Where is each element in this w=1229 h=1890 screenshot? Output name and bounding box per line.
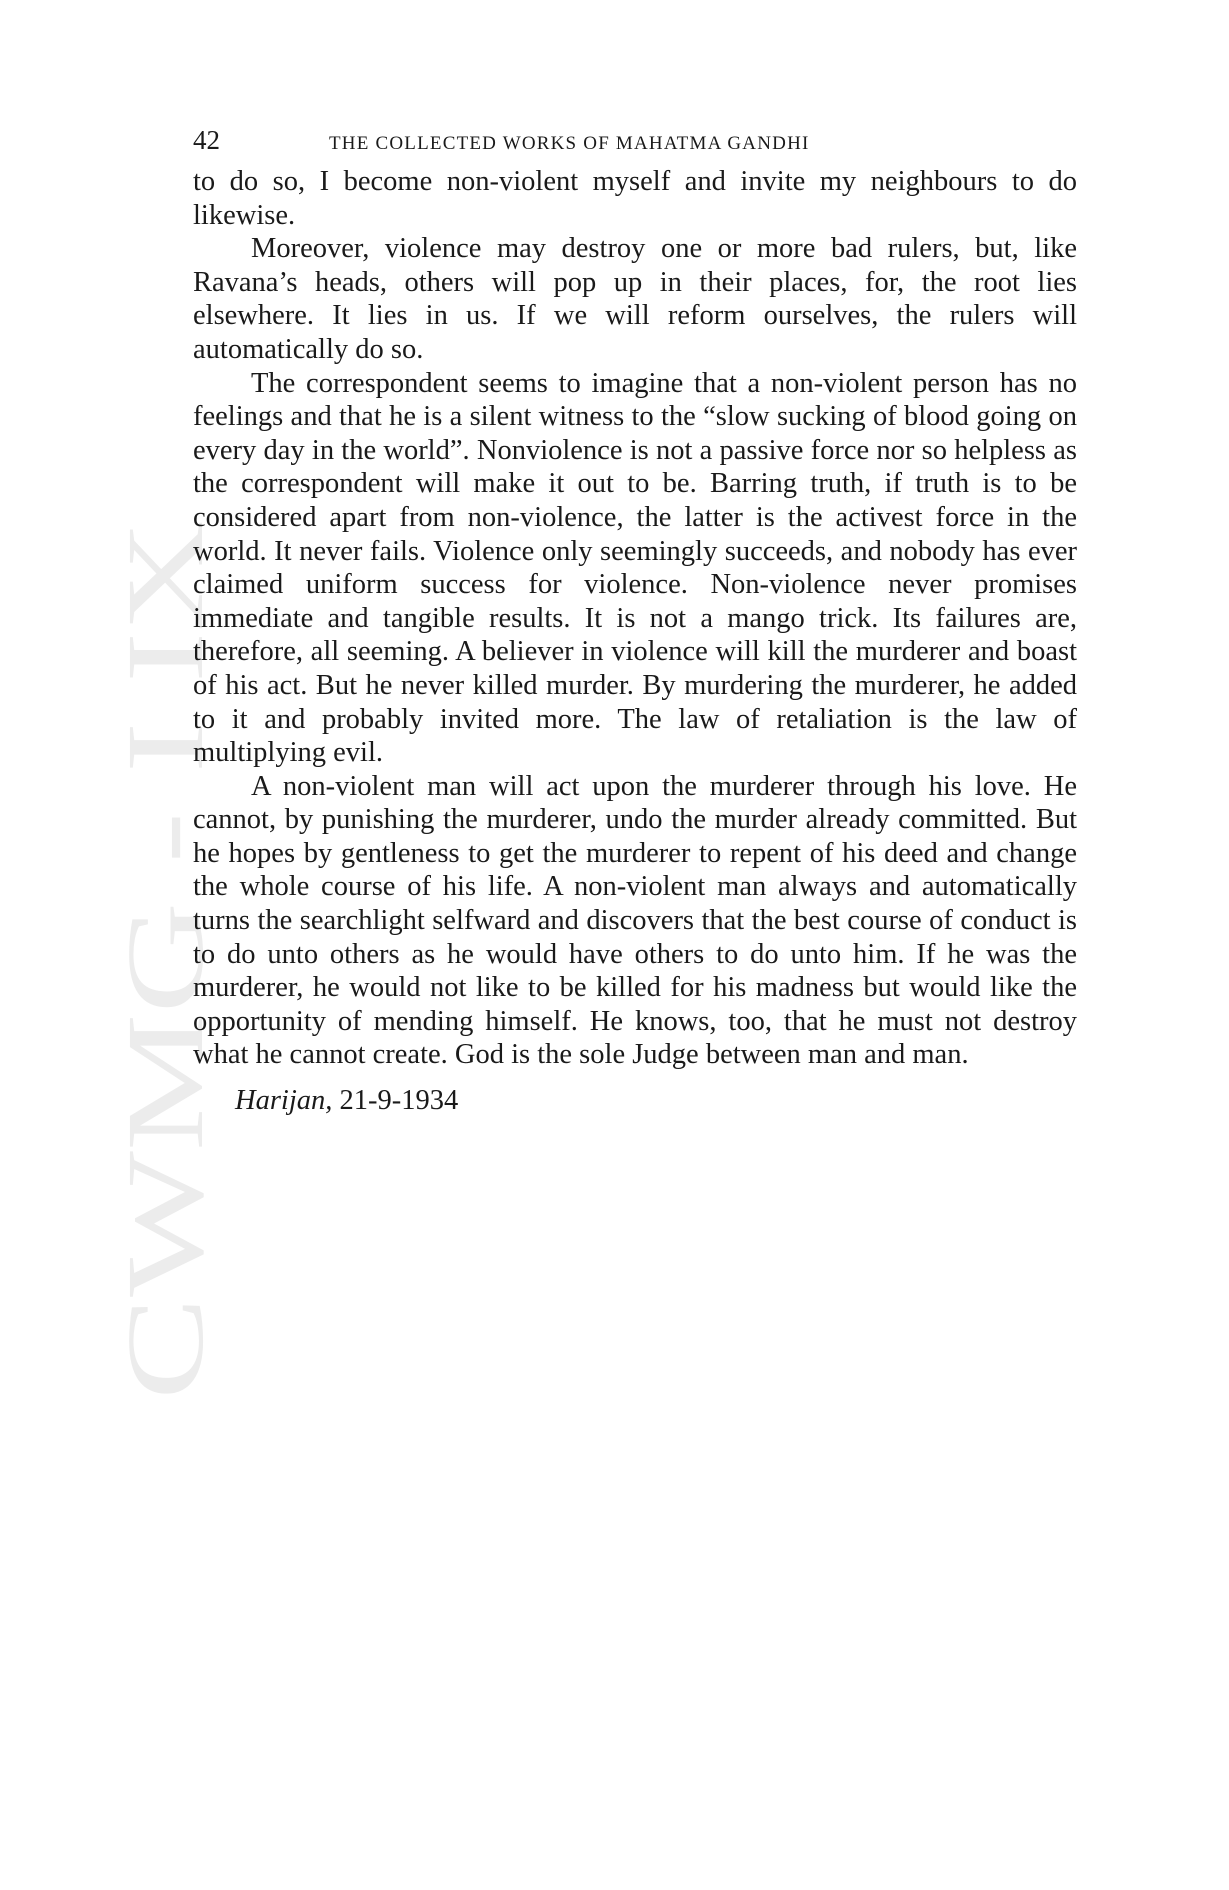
running-head [193, 125, 1077, 165]
watermark-text: CWMG - I IX [104, 773, 226, 1400]
page-number: 42 [193, 125, 220, 155]
running-title: THE COLLECTED WORKS OF MAHATMA GANDHI [329, 133, 810, 154]
paragraph-continuation: to do so, I become non-violent myself and invite my neighbours to do likewise. [193, 166, 1077, 231]
paragraph-non-violent-man: A non-violent man will act upon the murderer through his love. He cannot, by punishing the murderer, undo the murder already committed. But he hopes by gentleness to get the murderer to repent of his deed and change the whole course of his life. A non-violent man always and automatically turns the searchlight selfward and discovers that the best course of conduct is to do unto others as he would have others to do unto him. If he was the murderer, he would not like to be killed for his madness but would like the opportunity of mending himself. He knows, too, that he must not destroy what he cannot create. God is the sole Judge between man and man. [193, 770, 1077, 1071]
body-text [193, 165, 1077, 1072]
source-date: 21-9-1934 [339, 1085, 459, 1117]
paragraph-correspondent: The correspondent seems to imagine that a non-violent person has no feelings and that he is a silent witness to the “slow sucking of blood going on every day in the world”. Nonviolence is not a passive force nor so helpless as the correspondent will make it out to be. Barring truth, if truth is to be considered apart from non-violence, the latter is the activest force in the world. It never fails. Violence only seemingly succeeds, and nobody has ever claimed uniform success for violence. Non-violence never promises immediate and tangible results. It is not a mango trick. Its failures are, therefore, all seeming. A believer in violence will kill the murderer and boast of his act. But he never killed murder. By murdering the murderer, he added to it and probably invited more. The law of retaliation is the law of multiplying evil. [193, 367, 1077, 769]
paragraph-rulers: Moreover, violence may destroy one or more bad rulers, but, like Ravana’s heads, others will pop up in their places, for, the root lies elsewhere. It lies in us. If we will reform ourselves, the rulers will automatically do so. [193, 233, 1077, 365]
source-citation [193, 1084, 1077, 1118]
source-publication: Harijan, [235, 1085, 333, 1117]
page [193, 125, 1077, 1118]
